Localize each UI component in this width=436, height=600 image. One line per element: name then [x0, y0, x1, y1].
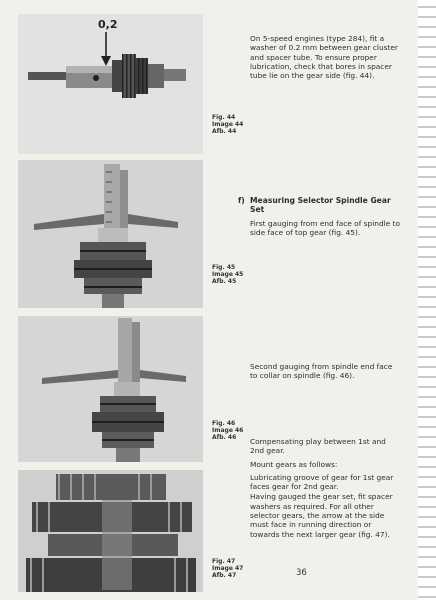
section-letter: f) [238, 196, 245, 205]
figure-46-caption [212, 420, 243, 441]
body-text: Second gauging from spindle end face to collar on spindle (fig. 46). [250, 362, 393, 381]
figure-47-photo [18, 470, 203, 592]
figure-47-caption [212, 558, 243, 579]
body-text: Mount gears as follows: [250, 459, 338, 469]
page-number: 36 [296, 568, 307, 578]
section-f [238, 196, 402, 241]
caption-line: Image 47 [212, 565, 244, 572]
gear-set-illustration [18, 470, 203, 592]
caption-line: Fig. 47 [212, 558, 236, 565]
body-text: Having gauged the gear set, fit spacer washers as required. For all other selector gears, the arrow at the side must face in running direction or towards the next larger gear (fig. 47). [250, 492, 393, 539]
caption-line: Image 44 [212, 121, 244, 128]
paragraph-fig46 [250, 362, 402, 385]
caption-line: Afb. 45 [212, 278, 237, 285]
caliper-gauge-illustration [18, 160, 203, 308]
body-text: On 5-speed engines (type 284), fit a washer of 0.2 mm between gear cluster and spacer tube. To ensure proper lubrication, check that bores in spacer tube lie on the gear side (fig. 44). [250, 34, 398, 81]
caption-line: Fig. 46 [212, 420, 236, 427]
figure-44-photo [18, 14, 203, 154]
body-text: First gauging from end face of spindle to side face of top gear (fig. 45). [250, 218, 400, 237]
figure-44-caption [212, 114, 243, 135]
figure-46-photo [18, 316, 203, 462]
collar-gauge-illustration [18, 316, 203, 462]
body-text: Lubricating groove of gear for 1st gear faces gear for 2nd gear. [250, 472, 394, 492]
caption-line: Image 45 [212, 271, 244, 278]
section-title: Measuring Selector Spindle Gear Set [250, 196, 391, 215]
caption-line: Afb. 44 [212, 128, 237, 135]
section-heading [238, 196, 402, 215]
caption-line: Afb. 46 [212, 434, 237, 441]
caption-line: Image 46 [212, 427, 244, 434]
gear-cluster-illustration [18, 14, 203, 154]
dimension-callout: 0,2 [98, 18, 118, 31]
body-text: Compensating play between 1st and 2nd gear. [250, 437, 386, 456]
caption-line: Fig. 45 [212, 264, 236, 271]
binding-edge [418, 0, 436, 600]
caption-line: Fig. 44 [212, 114, 236, 121]
paragraph-fig44 [250, 34, 402, 84]
figure-45-caption [212, 264, 243, 285]
figure-45-photo [18, 160, 203, 308]
paragraph-fig47 [250, 437, 402, 543]
caption-line: Afb. 47 [212, 572, 237, 579]
